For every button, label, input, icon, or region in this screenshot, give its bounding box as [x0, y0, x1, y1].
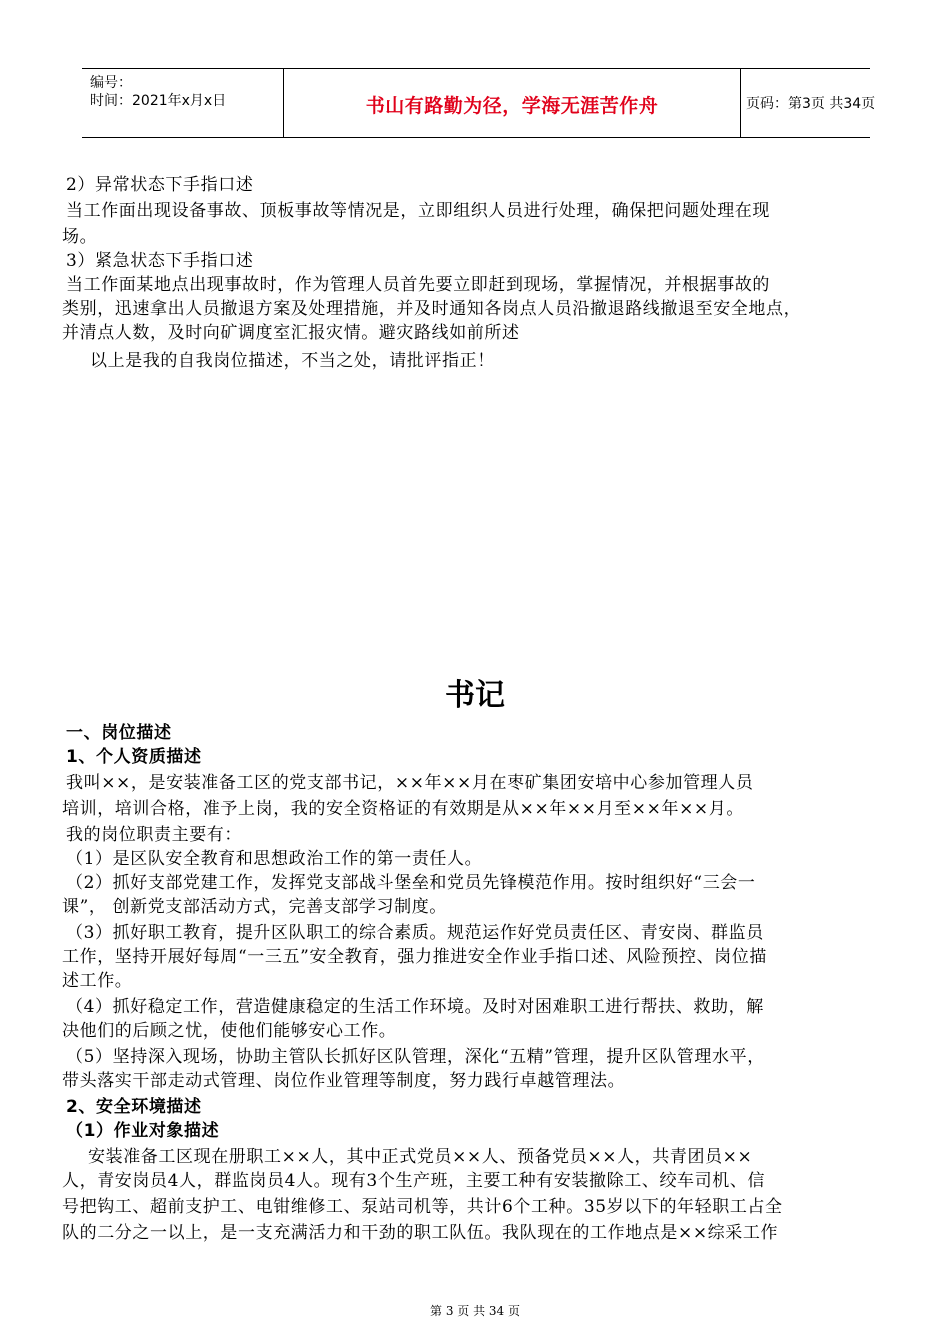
page-footer: 第 3 页 共 34 页	[430, 1304, 520, 1318]
header-info-cell	[82, 69, 282, 137]
paragraph-line: 我叫××，是安装准备工区的党支部书记，××年××月在枣矿集团安培中心参加管理人员	[66, 773, 754, 793]
subsection-heading: 1、个人资质描述	[66, 747, 202, 767]
duty-item: 决他们的后顾之忧，使他们能够安心工作。	[62, 1021, 397, 1041]
document-time-label: 时间：2021年x月x日	[90, 93, 227, 109]
paragraph-line: 场。	[62, 227, 98, 247]
paragraph-line: 当工作面某地点出现事故时，作为管理人员首先要立即赶到现场，掌握情况，并根据事故的	[66, 275, 770, 295]
paragraph-line: 我的岗位职责主要有：	[66, 825, 242, 845]
section-heading: 一、岗位描述	[66, 723, 172, 743]
duty-item: 工作，坚持开展好每周“一三五”安全教育，强力推进安全作业手指口述、风险预控、岗位描	[62, 947, 767, 967]
duty-item: （3）抓好职工教育，提升区队职工的综合素质。规范运作好党员责任区、青安岗、群监员	[66, 923, 764, 943]
page-title: 书记	[445, 678, 505, 713]
paragraph-line: 类别，迅速拿出人员撤退方案及处理措施，并及时通知各岗点人员沿撤退路线撤退至安全地点，	[62, 299, 802, 319]
document-header	[82, 68, 876, 138]
duty-item: 课”， 创新党支部活动方式，完善支部学习制度。	[62, 897, 447, 917]
duty-item: （5）坚持深入现场，协助主管队长抓好区队管理，深化“五精”管理，提升区队管理水平，	[66, 1047, 765, 1067]
paragraph-line: 人，青安岗员4人，群监岗员4人。现有3个生产班，主要工种有安装撤除工、绞车司机、信	[62, 1171, 766, 1191]
document-number-label: 编号：	[90, 75, 132, 91]
paragraph-line: 当工作面出现设备事故、顶板事故等情况是，立即组织人员进行处理，确保把问题处理在现	[66, 201, 770, 221]
duty-item: （1）是区队安全教育和思想政治工作的第一责任人。	[66, 849, 483, 869]
header-page-info: 页码：第3页 共34页	[746, 96, 876, 112]
subsection-heading: （1）作业对象描述	[66, 1121, 220, 1141]
paragraph-line: 号把钩工、超前支护工、电钳维修工、泵站司机等，共计6个工种。35岁以下的年轻职工占全	[62, 1197, 783, 1217]
duty-item: （4）抓好稳定工作，营造健康稳定的生活工作环境。及时对困难职工进行帮扶、救助，解	[66, 997, 764, 1017]
paragraph-line: 培训，培训合格，准予上岗，我的安全资格证的有效期是从××年××月至××年××月。	[62, 799, 744, 819]
abnormal-state-heading: 2）异常状态下手指口述	[66, 175, 254, 195]
closing-statement: 以上是我的自我岗位描述，不当之处，请批评指正！	[90, 351, 495, 371]
paragraph-line: 队的二分之一以上，是一支充满活力和干劲的职工队伍。我队现在的工作地点是××综采工作	[62, 1223, 779, 1243]
header-motto-cell	[283, 69, 741, 137]
paragraph-line: 并清点人数，及时向矿调度室汇报灾情。避灾路线如前所述	[62, 323, 520, 343]
paragraph-line: 安装准备工区现在册职工××人，其中正式党员××人、预备党员××人，共青团员××	[88, 1147, 753, 1167]
subsection-heading: 2、安全环境描述	[66, 1097, 202, 1117]
header-motto: 书山有路勤为径，学海无涯苦作舟	[365, 95, 659, 117]
emergency-state-heading: 3）紧急状态下手指口述	[66, 251, 254, 271]
duty-item: 述工作。	[62, 971, 133, 991]
duty-item: （2）抓好支部党建工作，发挥党支部战斗堡垒和党员先锋模范作用。按时组织好“三会一	[66, 873, 756, 893]
duty-item: 带头落实干部走动式管理、岗位作业管理等制度，努力践行卓越管理法。	[62, 1071, 626, 1091]
header-page-cell	[740, 69, 876, 137]
